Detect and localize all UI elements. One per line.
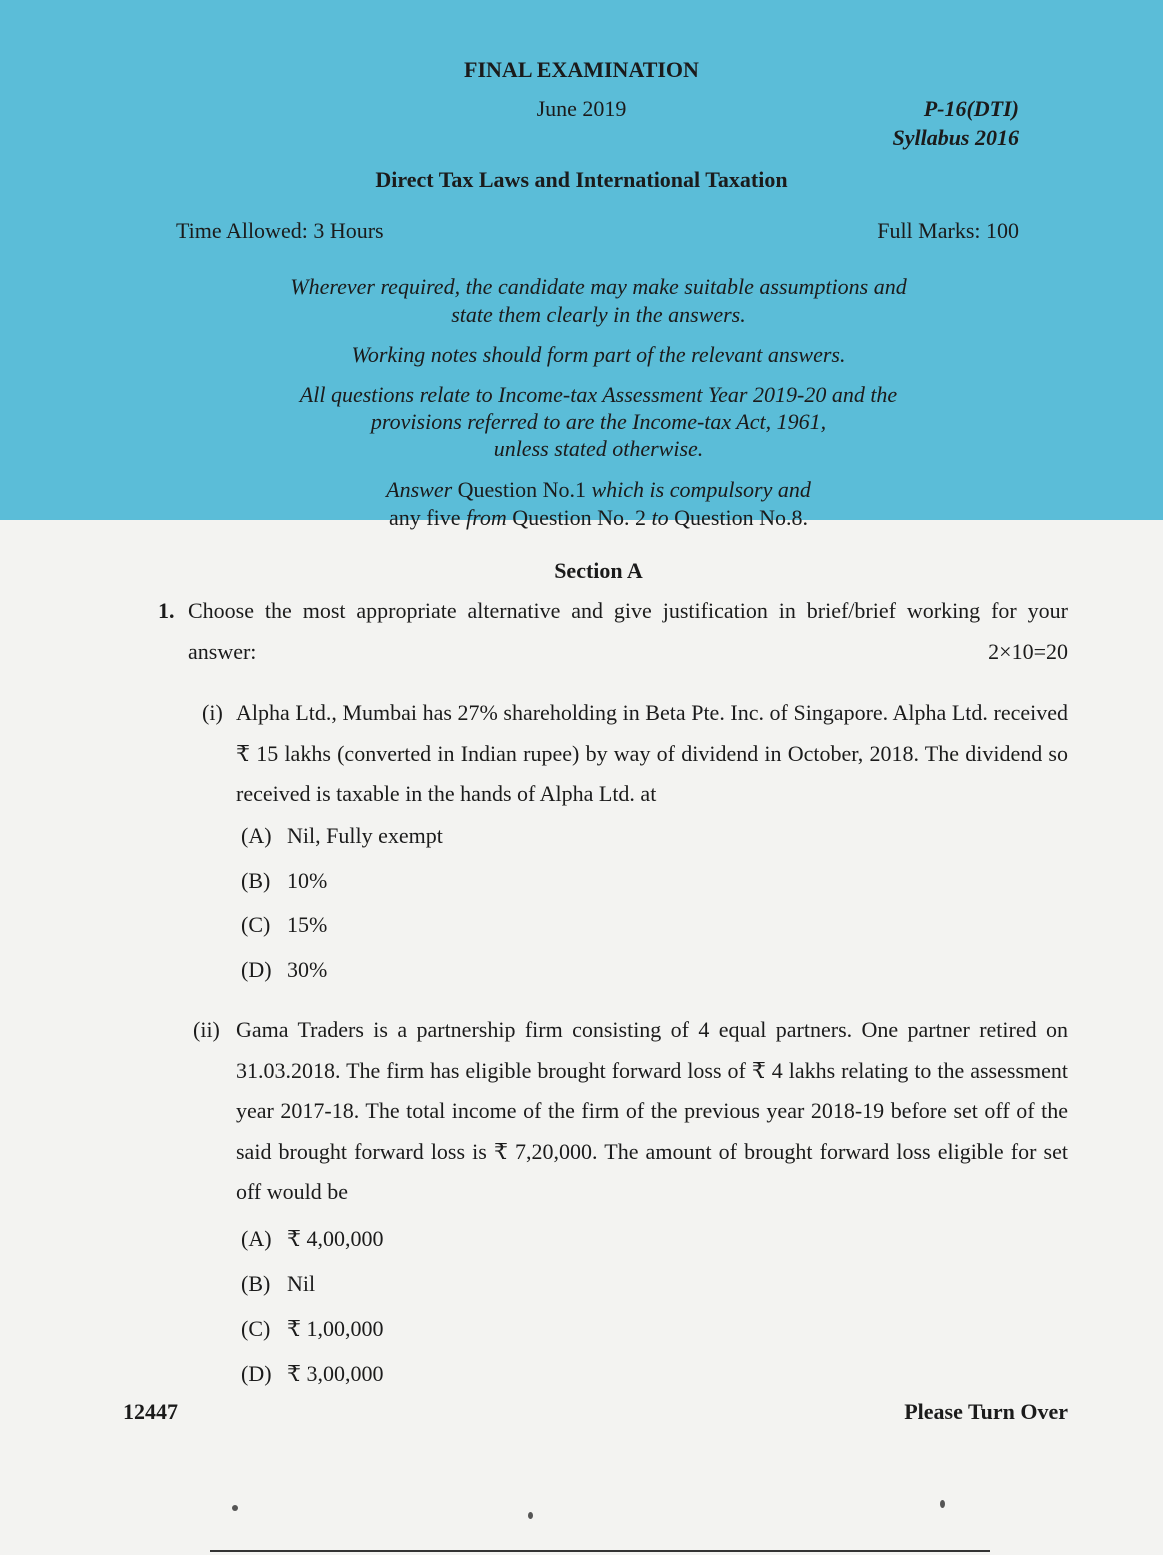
from-word: from [465,505,507,530]
instruction-line-1: Wherever required, the candidate may make suitable assumptions and [290,274,907,299]
option-label: (B) [241,1271,271,1296]
subquestion-text: Alpha Ltd., Mumbai has 27% shareholding in Beta Pte. Inc. of Singapore. Alpha Ltd. received ₹ 15 lakhs (converted in Indian rupee) by way of dividend in October, 2018. The dividend so received is taxable in the hands of Alpha Ltd. at [236,700,1068,806]
option-text: Nil, Fully exempt [287,823,443,848]
paper-number: 12447 [123,1399,178,1424]
exam-title: FINAL EXAMINATION [464,57,699,82]
option-item [241,1271,315,1297]
subquestion-label: (i) [202,700,223,725]
please-turn-over: Please Turn Over [904,1399,1068,1424]
question-1-marks: 2×10=20 [988,639,1068,664]
question-1-number: 1. [158,598,175,623]
answer-q1: Question No.1 [452,477,592,502]
option-label: (D) [241,1361,272,1386]
answer-compulsory: which is compulsory and [591,477,811,502]
instruction-line-6: unless stated otherwise. [493,436,704,461]
time-allowed: Time Allowed: 3 Hours [176,218,384,243]
option-label: (D) [241,957,272,982]
subquestion-text: Gama Traders is a partnership firm consisting of 4 equal partners. One partner retired on 31.03.2018. The firm has eligible brought forward loss of ₹ 4 lakhs relating to the assessment year 2017-18. The total income of the firm of the previous year 2018-19 before set off of the said brought forward loss is ₹ 7,20,000. The amount of brought forward loss eligible for set off would be [236,1017,1068,1204]
option-text: ₹ 4,00,000 [287,1226,384,1251]
option-label: (C) [241,1316,271,1341]
option-text: 10% [287,868,328,893]
option-label: (A) [241,823,272,848]
option-item [241,1226,384,1252]
scan-speck [232,1505,238,1511]
section-title: Section A [554,558,643,583]
instruction-line-5: provisions referred to are the Income-tax Act, 1961, [370,409,827,434]
full-marks: Full Marks: 100 [877,218,1019,243]
option-text: 15% [287,912,328,937]
option-label: (A) [241,1226,272,1251]
scan-speck [528,1512,533,1519]
option-item [241,912,327,938]
option-text: Nil [287,1271,316,1296]
answer-word: Answer [386,477,453,502]
question-8: Question No.8. [668,505,808,530]
question-1-text: Choose the most appropriate alternative and give justification in brief/brief working for your answer: [188,598,1068,664]
scan-speck [940,1500,945,1508]
instruction-line-2: state them clearly in the answers. [451,302,746,327]
option-text: ₹ 3,00,000 [287,1361,384,1386]
instruction-line-4: All questions relate to Income-tax Assessment Year 2019-20 and the [299,382,898,407]
answer-instruction-line-1 [17,477,1163,503]
to-word: to [651,505,669,530]
syllabus-label: Syllabus 2016 [892,125,1019,150]
answer-instruction-line-2 [17,505,1163,531]
option-item [241,823,443,849]
option-item [241,868,327,894]
option-item [241,1361,384,1387]
subquestion-label: (ii) [193,1017,220,1042]
option-text: ₹ 1,00,000 [287,1316,384,1341]
exam-session: June 2019 [536,96,627,121]
any-five: any five [389,505,466,530]
question-2: Question No. 2 [506,505,652,530]
option-item [241,1316,384,1342]
paper-code: P-16(DTI) [923,96,1019,121]
subject-title: Direct Tax Laws and International Taxation [375,167,788,192]
option-label: (B) [241,868,271,893]
instruction-line-3: Working notes should form part of the relevant answers. [351,342,846,367]
option-text: 30% [287,957,328,982]
option-label: (C) [241,912,271,937]
scan-edge-line [210,1550,990,1552]
option-item [241,957,327,983]
